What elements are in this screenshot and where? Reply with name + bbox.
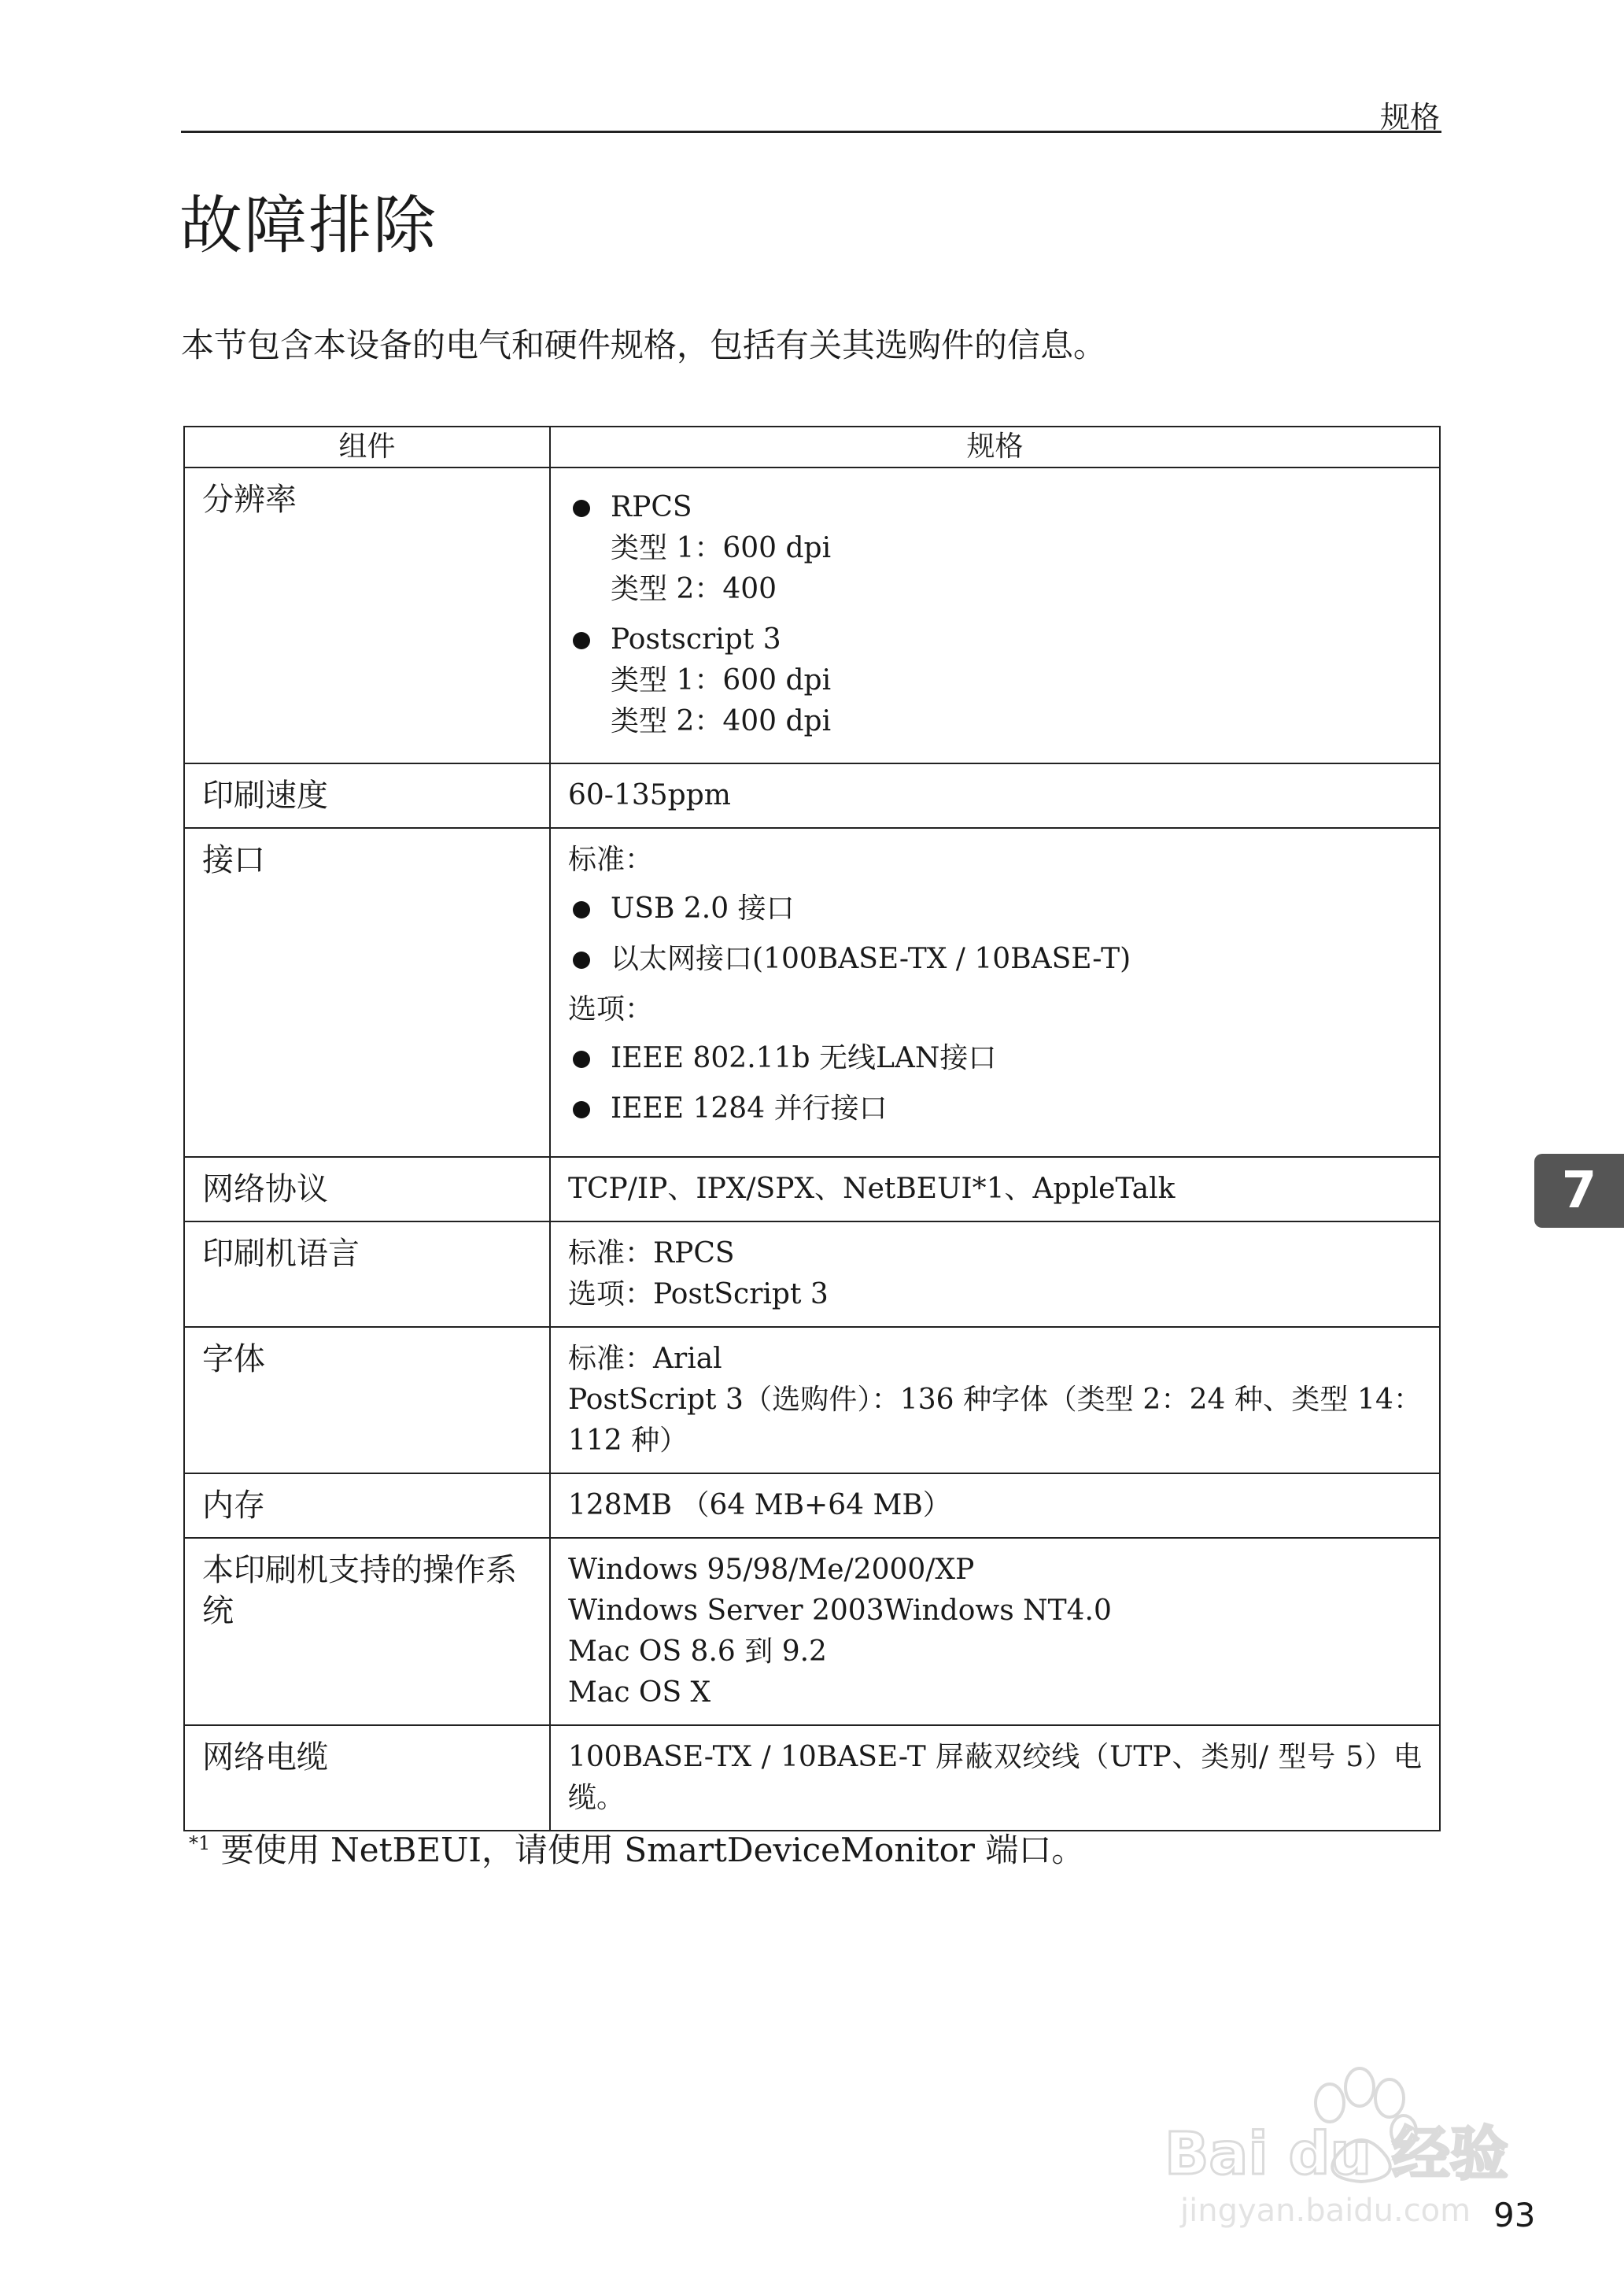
spec-table <box>183 426 1441 1831</box>
component-cell: 分辨率 <box>184 468 550 763</box>
component-cell: 接口 <box>184 828 550 1157</box>
component-cell: 印刷机语言 <box>184 1221 550 1327</box>
component-cell: 字体 <box>184 1327 550 1473</box>
table-row-network-protocol <box>184 1157 1440 1221</box>
table-header-row <box>184 427 1440 468</box>
spec-cell: 128MB （64 MB+64 MB） <box>550 1473 1440 1538</box>
footnote-mark: *1 <box>189 1832 211 1854</box>
interface-standard-label: 标准： <box>568 844 654 876</box>
table-row-memory <box>184 1473 1440 1538</box>
spec-cell: 标准：RPCS 选项：PostScript 3 <box>550 1221 1440 1327</box>
list-item: USB 2.0 接口 <box>568 889 1422 929</box>
list-item: RPCS 类型 1：600 dpi 类型 2：400 <box>568 487 1422 610</box>
spec-cell: 100BASE-TX / 10BASE-T 屏蔽双绞线（UTP、类别/ 型号 5）电缆。 <box>550 1725 1440 1831</box>
interface-standard-list <box>568 889 1422 980</box>
component-cell: 网络协议 <box>184 1157 550 1221</box>
spec-cell <box>550 468 1440 763</box>
component-cell: 印刷速度 <box>184 763 550 828</box>
table-row-os <box>184 1538 1440 1725</box>
list-item: IEEE 1284 并行接口 <box>568 1088 1422 1129</box>
interface-option-label: 选项： <box>568 993 654 1026</box>
spec-cell: Windows 95/98/Me/2000/XP Windows Server 2003Windows NT4.0 Mac OS 8.6 到 9.2 Mac OS X <box>550 1538 1440 1725</box>
list-item: 以太网接口(100BASE-TX / 10BASE-T) <box>568 939 1422 980</box>
table-row-network-cable <box>184 1725 1440 1831</box>
watermark-url: jingyan.baidu.com <box>1180 2193 1471 2229</box>
table-row-printer-language <box>184 1221 1440 1327</box>
spec-cell: 标准：Arial PostScript 3（选购件）：136 种字体（类型 2：24 种、类型 14：112 种） <box>550 1327 1440 1473</box>
list-item: Postscript 3 类型 1：600 dpi 类型 2：400 dpi <box>568 619 1422 742</box>
watermark-brand: Bai du 经验 <box>1164 2120 1508 2188</box>
column-header-component: 组件 <box>184 427 550 468</box>
table-row-print-speed <box>184 763 1440 828</box>
footnote <box>189 1824 1084 1872</box>
interface-option-list <box>568 1038 1422 1129</box>
component-cell: 内存 <box>184 1473 550 1538</box>
list-item: IEEE 802.11b 无线LAN接口 <box>568 1038 1422 1079</box>
chapter-tab: 7 <box>1534 1154 1624 1228</box>
spec-cell: 60-135ppm <box>550 763 1440 828</box>
spec-cell <box>550 828 1440 1157</box>
table-row-fonts <box>184 1327 1440 1473</box>
footnote-text: 要使用 NetBEUI，请使用 SmartDeviceMonitor 端口。 <box>210 1831 1085 1869</box>
header-rule <box>181 131 1441 133</box>
page-title: 故障排除 <box>179 189 437 262</box>
table-row-resolution <box>184 468 1440 763</box>
component-cell: 网络电缆 <box>184 1725 550 1831</box>
resolution-list <box>568 487 1422 742</box>
spec-cell: TCP/IP、IPX/SPX、NetBEUI*1、AppleTalk <box>550 1157 1440 1221</box>
column-header-spec: 规格 <box>550 427 1440 468</box>
page-number: 93 <box>1493 2196 1536 2234</box>
running-header: 规格 <box>1379 100 1440 135</box>
table-row-interface <box>184 828 1440 1157</box>
intro-paragraph: 本节包含本设备的电气和硬件规格，包括有关其选购件的信息。 <box>181 326 1107 364</box>
baidu-watermark-logo <box>1149 2038 1526 2235</box>
component-cell: 本印刷机支持的操作系统 <box>184 1538 550 1725</box>
